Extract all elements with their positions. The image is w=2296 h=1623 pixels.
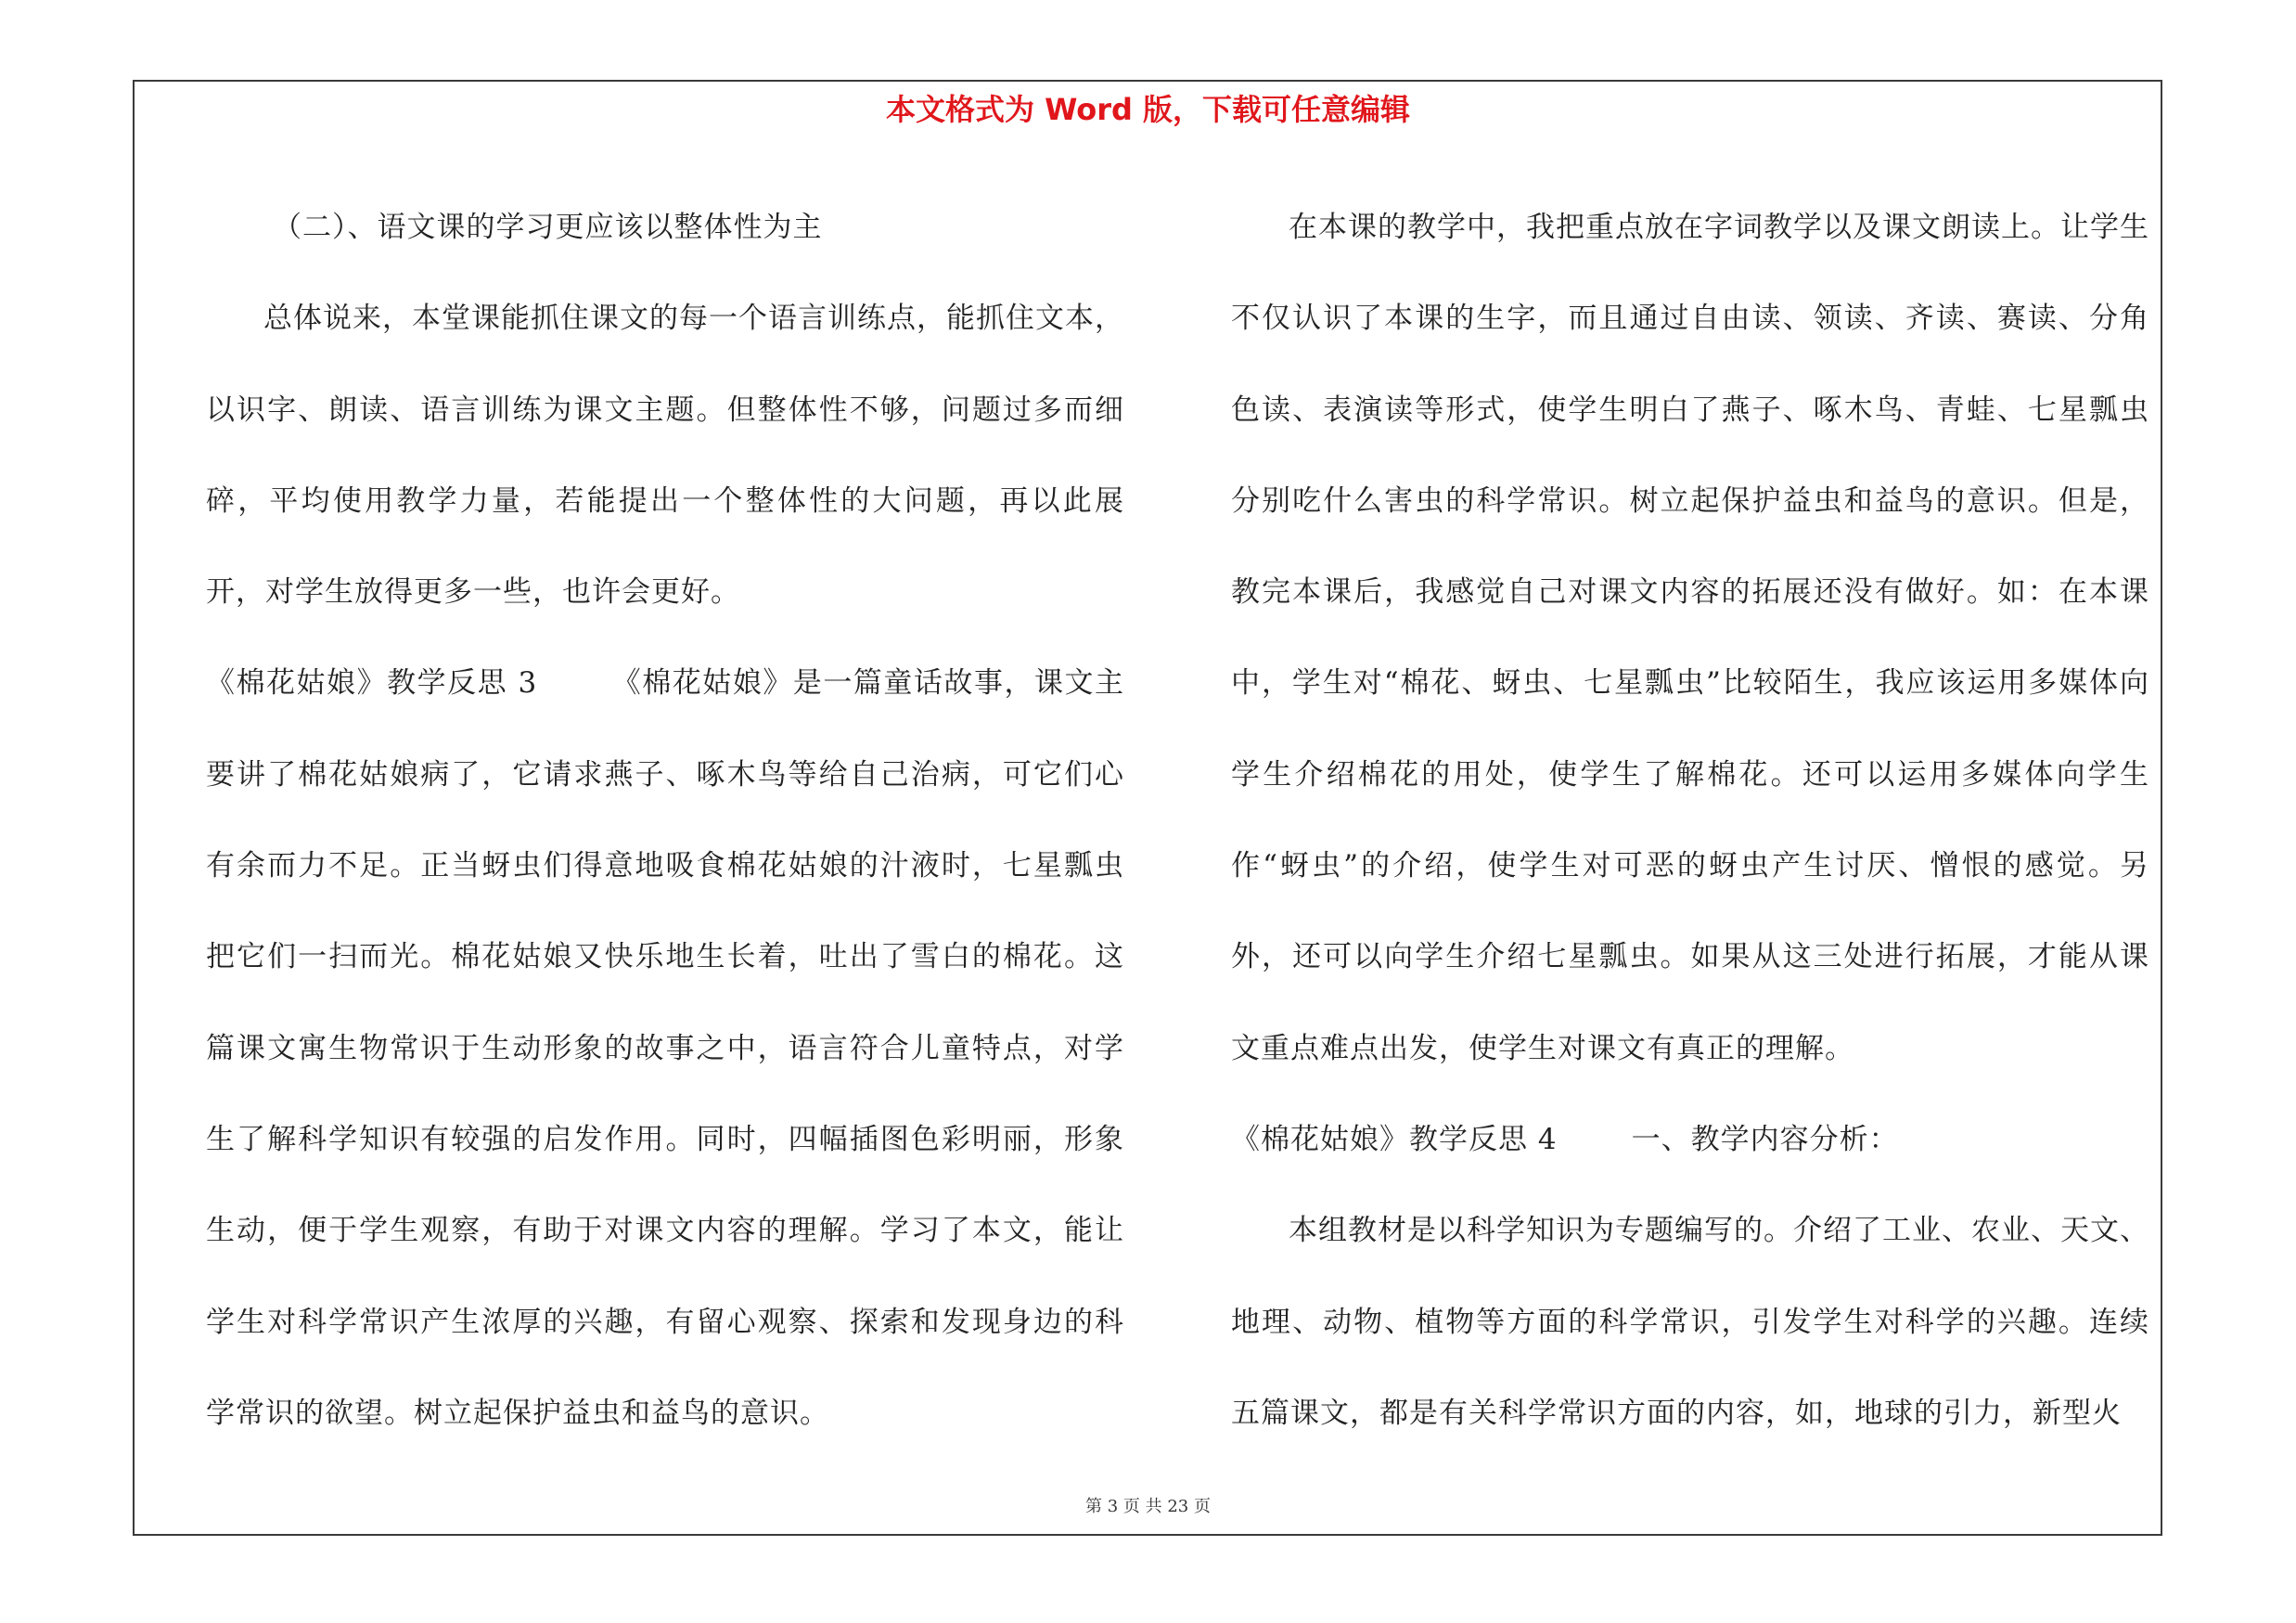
paragraph: 在本课的教学中，我把重点放在字词教学以及课文朗读上。让学生不仅认识了本课的生字，而且通过自由读、领读、齐读、赛读、分角色读、表演读等形式，使学生明白了燕子、啄木鸟、青蛙、七星瓢虫分别吃什么害虫的科学常识。树立起保护益虫和益鸟的意识。但是，教完本课后，我感觉自己对课文内容的拓展还没有做好。如：在本课中，学生对“棉花、蚜虫、七星瓢虫”比较陌生，我应该运用多媒体向学生介绍棉花的用处，使学生了解棉花。还可以运用多媒体向学生作“蚜虫”的介绍，使学生对可恶的蚜虫产生讨厌、憎恨的感觉。另外，还可以向学生介绍七星瓢虫。如果从这三处进行拓展，才能从课文重点难点出发，使学生对课文有真正的理解。 <box>1231 211 2149 1065</box>
right-column <box>1231 182 2149 1459</box>
section-title: 《棉花姑娘》教学反思 3 <box>206 666 538 701</box>
paragraph-text: 《棉花姑娘》是一篇童话故事，课文主要讲了棉花姑娘病了，它请求燕子、啄木鸟等给自己治病，可它们心有余而力不足。正当蚜虫们得意地吸食棉花姑娘的汁液时，七星瓢虫把它们一扫而光。棉花姑娘又快乐地生长着，吐出了雪白的棉花。这篇课文寓生物常识于生动形象的故事之中，语言符合儿童特点，对学生了解科学知识有较强的启发作用。同时，四幅插图色彩明丽，形象生动，便于学生观察，有助于对课文内容的理解。学习了本文，能让学生对科学常识产生浓厚的兴趣，有留心观察、探索和发现身边的科学常识的欲望。树立起保护益虫和益鸟的意识。 <box>206 666 1125 1430</box>
section-subtitle: 一、教学内容分析： <box>1631 1122 1899 1156</box>
paragraph: 本组教材是以科学知识为专题编写的。介绍了工业、农业、天文、地理、动物、植物等方面的科学常识，引发学生对科学的兴趣。连续五篇课文，都是有关科学常识方面的内容，如，地球的引力，新型火 <box>1231 1214 2149 1430</box>
section-heading-line <box>1231 1094 2149 1185</box>
subheading: （二）、语文课的学习更应该以整体性为主 <box>273 211 823 244</box>
word-format-banner: 本文格式为 Word 版，下载可任意编辑 <box>885 92 1411 127</box>
paragraph: 总体说来，本堂课能抓住课文的每一个语言训练点，能抓住文本，以识字、朗读、语言训练为课文主题。但整体性不够，问题过多而细碎，平均使用教学力量，若能提出一个整体性的大问题，再以此展开，对学生放得更多一些，也许会更好。 <box>206 302 1124 610</box>
left-column <box>206 182 1124 1459</box>
section-title: 《棉花姑娘》教学反思 4 <box>1231 1122 1558 1156</box>
page-number-footer: 第 3 页 共 23 页 <box>1085 1497 1211 1516</box>
section-paragraph <box>206 638 1124 1459</box>
